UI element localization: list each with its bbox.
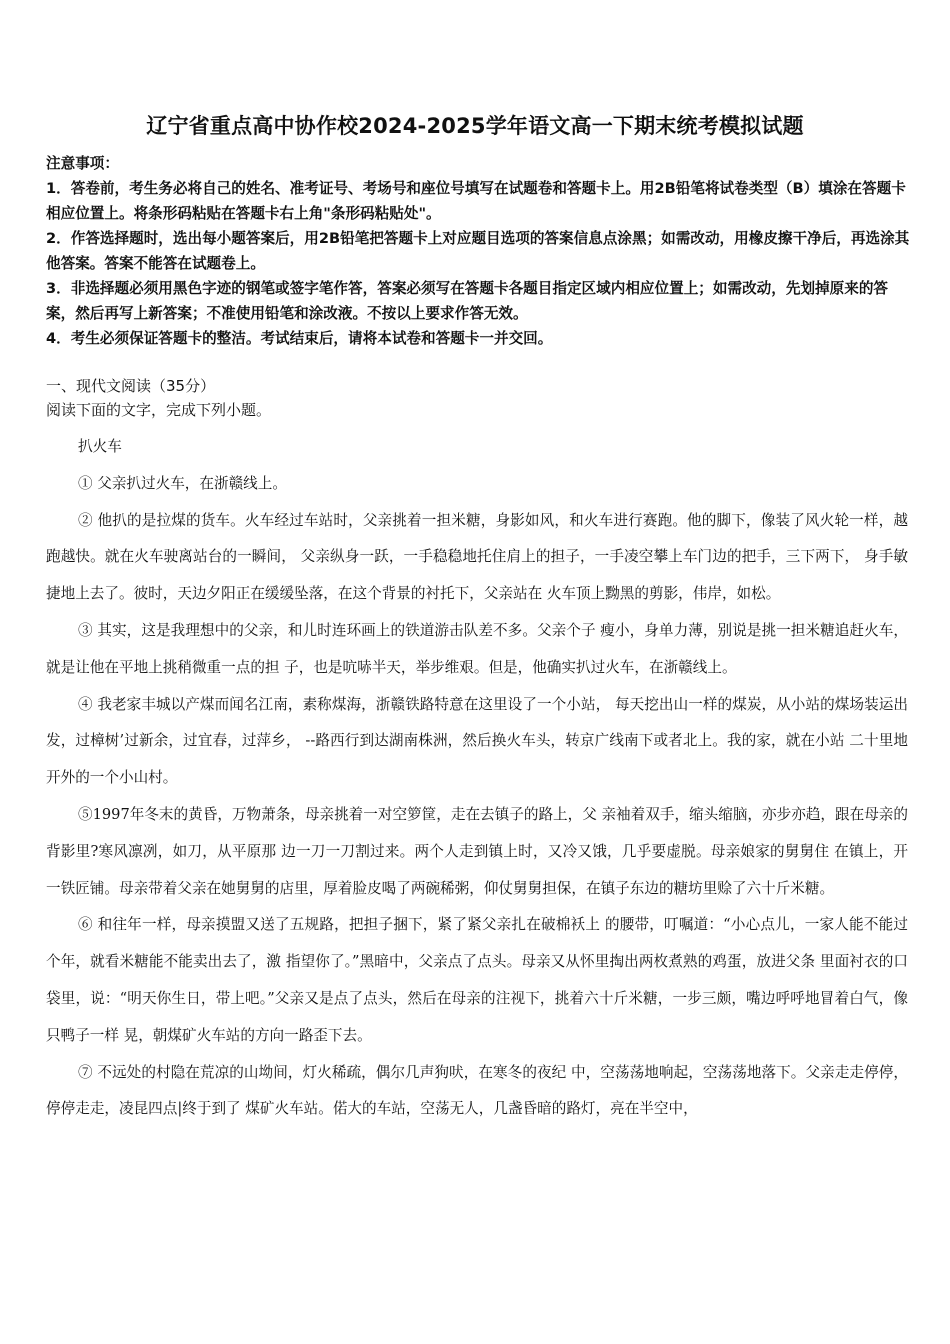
note-item: 1．答卷前，考生务必将自己的姓名、准考证号、考场号和座位号填写在试题卷和答题卡上。用2B铅笔将试卷类型（B）填涂在答题卡相应位置上。将条形码粘贴在答题卡右上角"条形码粘贴处"。 <box>46 180 906 222</box>
article-title: 扒火车 <box>78 438 122 455</box>
article-body <box>46 429 908 1128</box>
article-paragraph: ④ 我老家丰城以产煤而闻名江南，素称煤海，浙赣铁路特意在这里设了一个小站， 每天挖出山一样的煤炭，从小站的煤场装运出发，过樟树’过新余，过宜春，过萍乡， --路西行到达湖南株洲，然后换火车头，转京广线南下或者北上。我的家，就在小站 二十里地开外的一个小山村。 <box>46 695 908 787</box>
note-item: 2．作答选择题时，选出每小题答案后，用2B铅笔把答题卡上对应题目选项的答案信息点涂黑；如需改动，用橡皮擦干净后，再选涂其他答案。答案不能答在试题卷上。 <box>46 230 910 272</box>
note-item: 4．考生必须保证答题卡的整洁。考试结束后，请将本试卷和答题卡一并交回。 <box>46 330 553 347</box>
article-paragraph: ⑥ 和往年一样，母亲摸盟又送了五规路，把担子捆下，紧了紧父亲扎在破棉袄上 的腰带，叮嘱道：“小心点儿，一家人能不能过个年，就看米糖能不能卖出去了，激 指望你了。”黑暗中，父亲点了点头。母亲又从怀里掏出两枚煮熟的鸡蛋，放进父条 里面衬衣的口袋里，说：“明天你生日，带上吧。”父亲又是点了点头，然后在母亲的注视下，挑着六十斤米糖，一步三颇，嘴边呼呼地冒着白气，像只鸭子一样 晃，朝煤矿火车站的方向一路歪下去。 <box>46 916 908 1044</box>
section-heading: 一、现代文阅读（35分） <box>46 377 216 395</box>
page-title: 辽宁省重点高中协作校2024-2025学年语文高一下期末统考模拟试题 <box>146 114 804 138</box>
article-paragraph: ⑤1997年冬末的黄昏，万物萧条，母亲挑着一对空箩筐，走在去镇子的路上，父 亲袖着双手，缩头缩脑，亦步亦趋，跟在母亲的背影里?寒风凛冽，如刀，从平原那 边一刀一刀割过来。两个人走到镇上时，又冷又饿，几乎要虚脱。母亲娘家的舅舅住 在镇上，开一铁匠铺。母亲带着父亲在她舅舅的店里，厚着脸皮喝了两碗稀粥，仰仗舅舅担保，在镇子东边的糖坊里赊了六十斤米糖。 <box>46 805 908 897</box>
article-paragraph: ② 他扒的是拉煤的货车。火车经过车站时，父亲挑着一担米糖，身影如风，和火车进行赛跑。他的脚下，像装了风火轮一样，越跑越快。就在火车驶离站台的一瞬间， 父亲纵身一跃，一手稳稳地托住肩上的担子，一手凌空攀上车门边的把手，三下两下， 身手敏捷地上去了。彼时，天边夕阳正在缓缓坠落，在这个背景的衬托下，父亲站在 火车顶上黝黑的剪影，伟岸，如松。 <box>46 511 908 603</box>
reading-instruction: 阅读下面的文字，完成下列小题。 <box>46 401 272 419</box>
notes-heading: 注意事项： <box>46 155 119 172</box>
note-item: 3．非选择题必须用黑色字迹的钢笔或签字笔作答，答案必须写在答题卡各题目指定区域内相应位置上；如需改动，先划掉原来的答案，然后再写上新答案；不准使用铅笔和涂改液。不按以上要求作答无效。 <box>46 280 889 322</box>
article-paragraph: ⑦ 不远处的村隐在荒凉的山坳间，灯火稀疏，偶尔几声狗吠，在寒冬的夜纪 中，空荡荡地响起，空荡荡地落下。父亲走走停停，停停走走，凌昆四点|终于到了 煤矿火车站。偌大的车站，空荡无人，几盏昏暗的路灯，亮在半空中， <box>46 1063 908 1118</box>
notes-block <box>46 151 916 351</box>
article-paragraph: ① 父亲扒过火车，在浙赣线上。 <box>78 474 287 492</box>
article-paragraph: ③ 其实，这是我理想中的父亲，和儿时连环画上的铁道游击队差不多。父亲个子 瘦小，身单力薄，别说是挑一担米糖追赶火车，就是让他在平地上挑稍微重一点的担 子，也是吭哧半天，举步维艰。但是，他确实扒过火车，在浙赣线上。 <box>46 621 908 676</box>
